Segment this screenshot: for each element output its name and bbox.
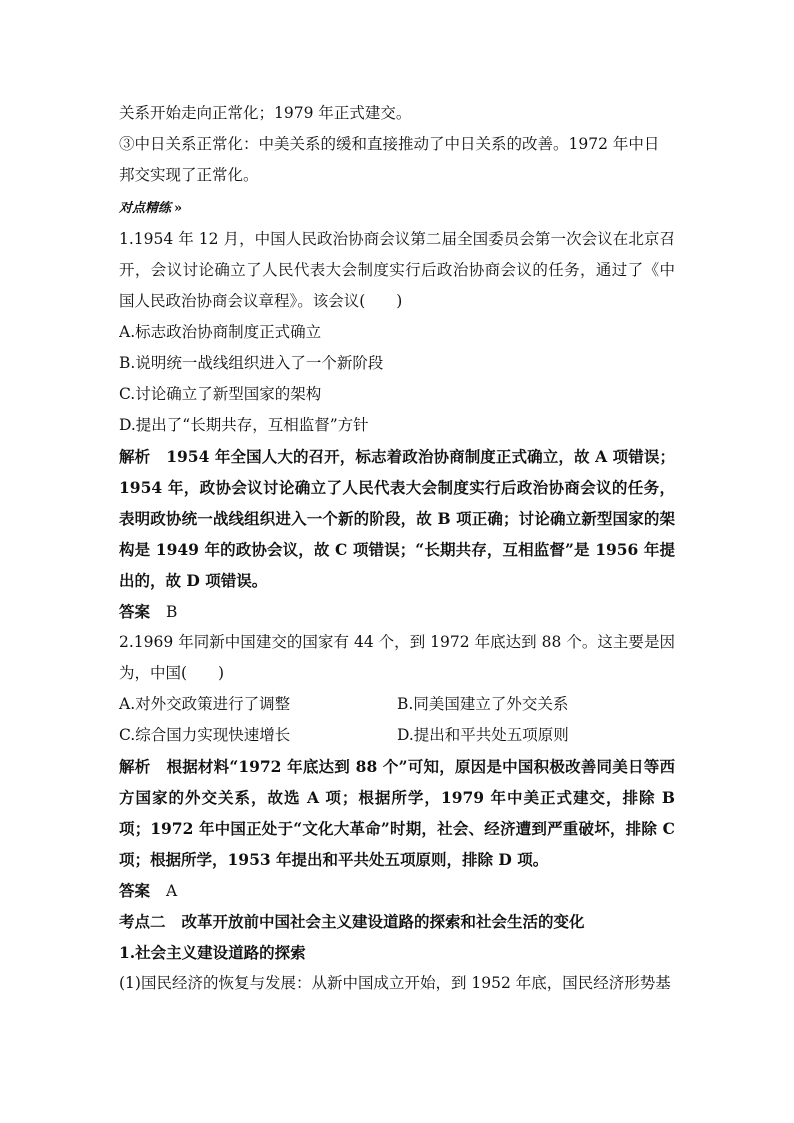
kaodian-subheading: 1.社会主义建设道路的探索 (119, 943, 306, 962)
answer-value: A (166, 882, 178, 900)
answer-value: B (166, 603, 178, 621)
explanation-label: 解析 (119, 447, 151, 466)
answer-label: 答案 (119, 602, 151, 621)
kaodian-title: 改革开放前中国社会主义建设道路的探索和社会生活的变化 (181, 912, 585, 931)
question-2-option-b: B.同美国建立了外交关系 (397, 695, 569, 713)
question-1-explanation (119, 441, 675, 596)
question-2-option-c: C.综合国力实现快速增长 (119, 726, 291, 744)
question-1-option-c: C.讨论确立了新型国家的架构 (119, 385, 322, 403)
answer-label: 答案 (119, 881, 151, 900)
intro-line-1: 关系开始走向正常化；1979 年正式建交。 (119, 104, 412, 122)
question-2-explanation (119, 751, 675, 875)
question-2-stem: 2.1969 年同新中国建交的国家有 44 个，到 1972 年底达到 88 个。这主要是因为，中国( ) (119, 633, 675, 682)
question-1-answer (119, 596, 675, 627)
kaodian-heading (119, 906, 675, 937)
question-2-answer (119, 875, 675, 906)
intro-line-3: 邦交实现了正常化。 (119, 166, 259, 184)
document-page (119, 98, 675, 999)
section-heading (119, 193, 675, 224)
intro-line-2: ③中日关系正常化：中美关系的缓和直接推动了中日关系的改善。1972 年中日 (119, 135, 660, 153)
kaodian-label: 考点二 (119, 912, 166, 931)
question-2-option-d: D.提出和平共处五项原则 (397, 726, 569, 744)
explanation-text: 根据材料“1972 年底达到 88 个”可知，原因是中国积极改善同美日等西方国家的外交关系，故选 A 项；根据所学，1979 年中美正式建交，排除 B 项；1972 年中国正处于“文化大革命”时期，社会、经济遭到严重破坏，排除 C 项；根据所学，1953 年提出和平共处五项原则，排除 D 项。 (119, 757, 675, 869)
section-title: 对点精练 (119, 201, 172, 216)
question-1-option-b: B.说明统一战线组织进入了一个新阶段 (119, 354, 384, 372)
kaodian-paragraph: (1)国民经济的恢复与发展：从新中国成立开始，到 1952 年底，国民经济形势基 (119, 974, 671, 992)
question-1-option-d: D.提出了“长期共存，互相监督”方针 (119, 416, 369, 434)
question-2-options-row-1 (119, 689, 675, 720)
double-chevron-icon: » (174, 201, 181, 216)
question-2-option-a: A.对外交政策进行了调整 (119, 695, 291, 713)
question-1-option-a: A.标志政治协商制度正式确立 (119, 323, 322, 341)
question-1-stem: 1.1954 年 12 月，中国人民政治协商会议第二届全国委员会第一次会议在北京召开，会议讨论确立了人民代表大会制度实行后政治协商会议的任务，通过了《中国人民政治协商会议章程》。该会议( ) (119, 230, 675, 310)
explanation-text: 1954 年全国人大的召开，标志着政治协商制度正式确立，故 A 项错误；1954 年，政协会议讨论确立了人民代表大会制度实行后政治协商会议的任务，表明政协统一战线组织进入一个新的阶段，故 B 项正确；讨论确立新型国家的架构是 1949 年的政协会议，故 C 项错误；“长期共存，互相监督”是 1956 年提出的，故 D 项错误。 (119, 447, 675, 590)
question-2-options-row-2 (119, 720, 675, 751)
explanation-label: 解析 (119, 757, 151, 776)
